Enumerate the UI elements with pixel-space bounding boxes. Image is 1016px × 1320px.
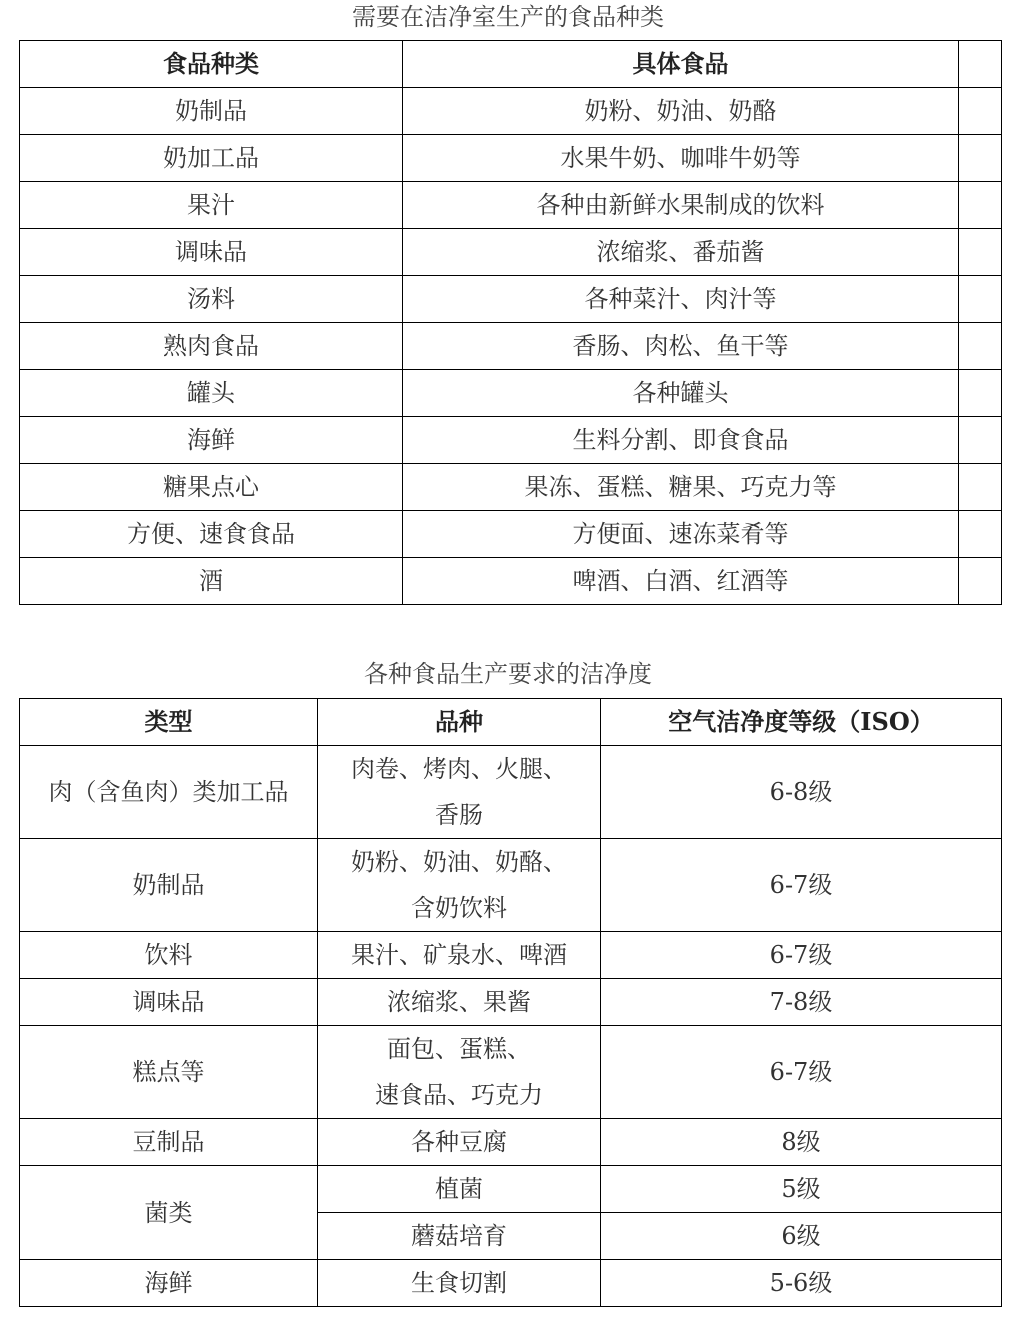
variety-line: 肉卷、烤肉、火腿、 — [351, 755, 567, 783]
empty-cell — [959, 182, 1002, 229]
header-food-category: 食品种类 — [20, 41, 403, 88]
table-header-row — [20, 41, 1002, 88]
foods-cell: 香肠、肉松、鱼干等 — [403, 323, 959, 370]
foods-cell: 果冻、蛋糕、糖果、巧克力等 — [403, 464, 959, 511]
foods-cell: 浓缩浆、番茄酱 — [403, 229, 959, 276]
type-cell: 奶制品 — [20, 839, 318, 932]
foods-cell: 各种由新鲜水果制成的饮料 — [403, 182, 959, 229]
type-cell: 肉（含鱼肉）类加工品 — [20, 746, 318, 839]
category-cell: 糖果点心 — [20, 464, 403, 511]
header-variety: 品种 — [318, 699, 601, 746]
header-specific-foods: 具体食品 — [403, 41, 959, 88]
empty-cell — [959, 135, 1002, 182]
type-cell: 菌类 — [20, 1166, 318, 1260]
grade-cell: 7-8级 — [601, 979, 1002, 1026]
grade-cell: 6-7级 — [601, 932, 1002, 979]
header-type: 类型 — [20, 699, 318, 746]
table-row — [20, 1026, 1002, 1119]
category-cell: 调味品 — [20, 229, 403, 276]
empty-cell — [959, 276, 1002, 323]
type-cell: 海鲜 — [20, 1260, 318, 1307]
empty-cell — [959, 229, 1002, 276]
empty-cell — [959, 370, 1002, 417]
table-row — [20, 323, 1002, 370]
category-cell: 汤料 — [20, 276, 403, 323]
grade-cell: 5级 — [601, 1166, 1002, 1213]
variety-cell: 浓缩浆、果酱 — [318, 979, 601, 1026]
category-cell: 奶制品 — [20, 88, 403, 135]
table1-caption: 需要在洁净室生产的食品种类 — [352, 3, 664, 31]
foods-cell: 水果牛奶、咖啡牛奶等 — [403, 135, 959, 182]
variety-line: 面包、蛋糕、 — [387, 1035, 531, 1063]
table-row — [20, 1260, 1002, 1307]
variety-line: 速食品、巧克力 — [375, 1081, 543, 1109]
table-row — [20, 979, 1002, 1026]
food-categories-table — [19, 40, 1002, 605]
empty-cell — [959, 558, 1002, 605]
foods-cell: 各种菜汁、肉汁等 — [403, 276, 959, 323]
variety-cell: 生食切割 — [318, 1260, 601, 1307]
header-iso-grade: 空气洁净度等级（ISO） — [601, 699, 1002, 746]
table-row — [20, 276, 1002, 323]
table-row — [20, 135, 1002, 182]
variety-cell: 果汁、矿泉水、啤酒 — [318, 932, 601, 979]
category-cell: 罐头 — [20, 370, 403, 417]
table-row — [20, 746, 1002, 839]
category-cell: 奶加工品 — [20, 135, 403, 182]
category-cell: 熟肉食品 — [20, 323, 403, 370]
variety-cell — [318, 746, 601, 839]
foods-cell: 生料分割、即食食品 — [403, 417, 959, 464]
table-row — [20, 417, 1002, 464]
variety-cell — [318, 839, 601, 932]
foods-cell: 各种罐头 — [403, 370, 959, 417]
header-empty — [959, 41, 1002, 88]
table-row — [20, 229, 1002, 276]
empty-cell — [959, 464, 1002, 511]
type-cell: 饮料 — [20, 932, 318, 979]
grade-cell: 6级 — [601, 1213, 1002, 1260]
variety-cell — [318, 1026, 601, 1119]
grade-cell: 8级 — [601, 1119, 1002, 1166]
type-cell: 调味品 — [20, 979, 318, 1026]
empty-cell — [959, 323, 1002, 370]
foods-cell: 奶粉、奶油、奶酪 — [403, 88, 959, 135]
grade-cell: 5-6级 — [601, 1260, 1002, 1307]
grade-cell: 6-7级 — [601, 1026, 1002, 1119]
foods-cell: 啤酒、白酒、红酒等 — [403, 558, 959, 605]
table-row — [20, 464, 1002, 511]
table-header-row — [20, 699, 1002, 746]
table-row — [20, 88, 1002, 135]
table-row — [20, 839, 1002, 932]
category-cell: 果汁 — [20, 182, 403, 229]
table-row — [20, 511, 1002, 558]
category-cell: 方便、速食食品 — [20, 511, 403, 558]
table-row — [20, 370, 1002, 417]
table-row — [20, 558, 1002, 605]
variety-line: 奶粉、奶油、奶酪、 — [351, 848, 567, 876]
empty-cell — [959, 511, 1002, 558]
empty-cell — [959, 417, 1002, 464]
foods-cell: 方便面、速冻菜肴等 — [403, 511, 959, 558]
empty-cell — [959, 88, 1002, 135]
variety-line: 含奶饮料 — [411, 894, 507, 922]
type-cell: 豆制品 — [20, 1119, 318, 1166]
variety-cell: 植菌 — [318, 1166, 601, 1213]
grade-cell: 6-7级 — [601, 839, 1002, 932]
table2-caption: 各种食品生产要求的洁净度 — [364, 660, 652, 688]
variety-cell: 蘑菇培育 — [318, 1213, 601, 1260]
table-row — [20, 182, 1002, 229]
category-cell: 海鲜 — [20, 417, 403, 464]
table-row — [20, 1119, 1002, 1166]
table-row — [20, 932, 1002, 979]
grade-cell: 6-8级 — [601, 746, 1002, 839]
category-cell: 酒 — [20, 558, 403, 605]
type-cell: 糕点等 — [20, 1026, 318, 1119]
variety-cell: 各种豆腐 — [318, 1119, 601, 1166]
variety-line: 香肠 — [435, 801, 483, 829]
cleanliness-requirements-table — [19, 698, 1002, 1307]
table-row — [20, 1166, 1002, 1213]
